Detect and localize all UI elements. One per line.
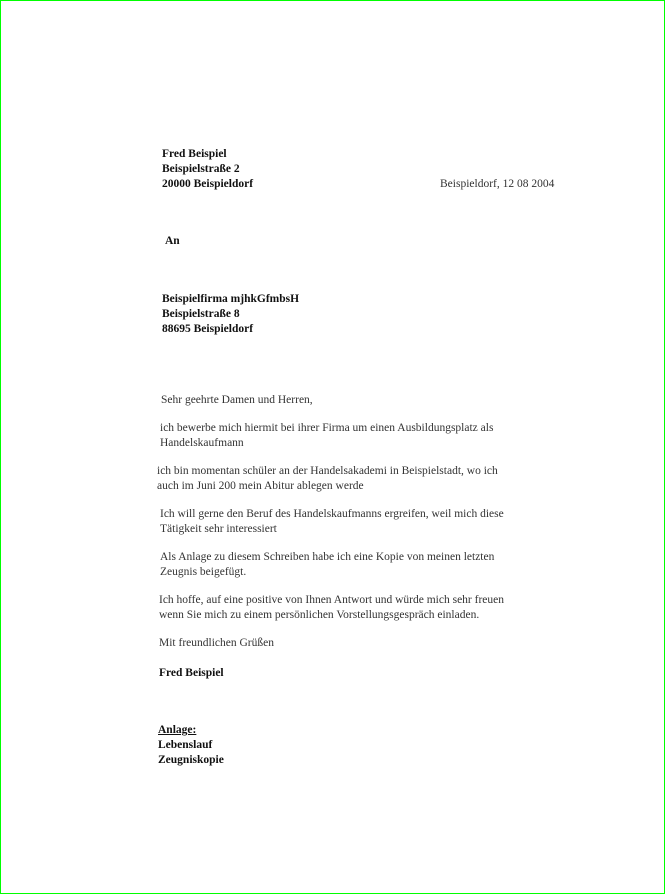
body-paragraph (157, 464, 498, 494)
paragraph-line: Zeugnis beigefügt. (160, 566, 247, 578)
recipient-street: Beispielstraße 8 (162, 308, 240, 320)
body-paragraph (160, 550, 494, 580)
body-paragraph (160, 421, 493, 451)
attachments (158, 723, 224, 768)
body-paragraph (159, 593, 504, 623)
body-paragraph (160, 507, 504, 537)
signature: Fred Beispiel (159, 667, 224, 679)
sender-address (162, 147, 253, 192)
closing: Mit freundlichen Grüßen (159, 637, 274, 649)
paragraph-line: ich bewerbe mich hiermit bei ihrer Firma um einen Ausbildungsplatz als (160, 422, 494, 434)
paragraph-line: auch im Juni 200 mein Abitur ablegen werde (157, 480, 364, 492)
sender-city: 20000 Beispieldorf (162, 178, 254, 190)
paragraph-line: wenn Sie mich zu einem persönlichen Vorstellungsgespräch einladen. (159, 609, 480, 621)
recipient-address (162, 292, 299, 337)
paragraph-line: Als Anlage zu diesem Schreiben habe ich eine Kopie von meinen letzten (160, 551, 495, 563)
to-label: An (165, 235, 180, 247)
paragraph-line: ich bin momentan schüler an der Handelsakademi in Beispielstadt, wo ich (157, 465, 498, 477)
recipient-city: 88695 Beispieldorf (162, 323, 254, 335)
attachment-item: Lebenslauf (158, 739, 213, 751)
attachment-item: Zeugniskopie (158, 754, 224, 766)
paragraph-line: Ich will gerne den Beruf des Handelskaufmanns ergreifen, weil mich diese (160, 508, 504, 520)
attachments-label: Anlage: (158, 724, 197, 736)
paragraph-line: Ich hoffe, auf eine positive von Ihnen Antwort und würde mich sehr freuen (159, 594, 505, 606)
date-line: Beispieldorf, 12 08 2004 (440, 178, 555, 190)
salutation: Sehr geehrte Damen und Herren, (161, 394, 313, 406)
recipient-company: Beispielfirma mjhkGfmbsH (162, 293, 300, 305)
paragraph-line: Handelskaufmann (160, 437, 244, 449)
sender-street: Beispielstraße 2 (162, 163, 240, 175)
sender-name: Fred Beispiel (162, 148, 227, 160)
paragraph-line: Tätigkeit sehr interessiert (160, 523, 277, 535)
